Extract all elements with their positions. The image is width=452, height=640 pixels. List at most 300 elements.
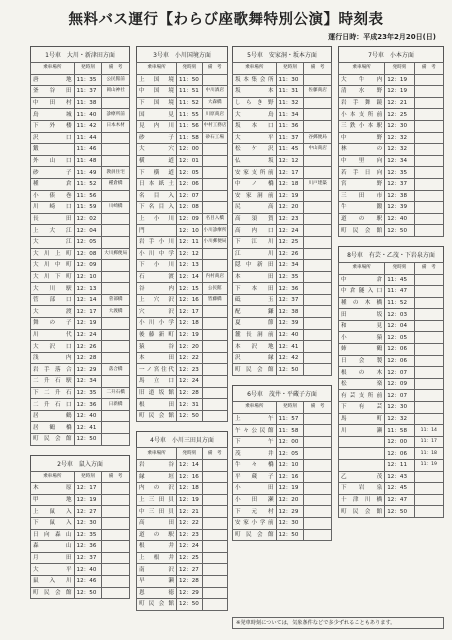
- stop-name: 下 午: [233, 436, 277, 448]
- remark: 大渡橋: [102, 306, 130, 318]
- departure-time: 12：24: [177, 541, 202, 553]
- table-row: [233, 86, 332, 98]
- departure-time: 12：25: [177, 552, 202, 564]
- stop-name: 小 田: [233, 483, 277, 495]
- departure-time: 11：48: [74, 155, 102, 167]
- table-row: [339, 178, 444, 190]
- departure-time: 12：38: [276, 306, 304, 318]
- departure-time: 12：22: [177, 517, 202, 529]
- remark: [414, 286, 443, 298]
- stop-name: 姉 鶴: [339, 344, 385, 356]
- remark: [304, 506, 332, 518]
- departure-time: 12：09: [385, 378, 414, 390]
- stop-name: 菅部口: [31, 294, 75, 306]
- service-date: 運行日時：平成23年2月20日(日): [328, 33, 436, 41]
- table-row: [137, 564, 228, 576]
- departure-time: 12：41: [74, 422, 102, 434]
- remark: [202, 575, 228, 587]
- stop-name: 種 倉: [31, 178, 75, 190]
- departure-time: 12：26: [276, 248, 304, 260]
- column-2: [136, 46, 228, 611]
- stop-name: 馬 町: [339, 413, 385, 425]
- stop-name: 上 午: [233, 413, 277, 425]
- stop-name: 小俵巻: [31, 190, 75, 202]
- header-note: 備 考: [304, 402, 332, 414]
- stop-name: 大牛内: [339, 74, 385, 86]
- departure-time: 12：04: [385, 320, 414, 332]
- table-row: [339, 355, 444, 367]
- stop-name: 和 見: [339, 320, 385, 332]
- table-row: [339, 286, 444, 298]
- remark: 川戸建築: [304, 178, 332, 190]
- remark: [414, 413, 443, 425]
- departure-time: 11：58: [177, 132, 202, 144]
- remark: 日新橋: [102, 399, 130, 411]
- departure-time: 11：44: [74, 132, 102, 144]
- stop-name: 下有芸: [339, 402, 385, 414]
- remark: [202, 178, 228, 190]
- departure-time: 12：01: [177, 155, 202, 167]
- departure-time: 12：29: [74, 364, 102, 376]
- header-time: 発時刻: [177, 63, 202, 75]
- remark: 二升石橋: [102, 387, 130, 399]
- stop-name: 三田市: [339, 190, 385, 202]
- remark: [304, 318, 332, 330]
- stop-name: 林 の: [339, 144, 385, 156]
- table-row: [339, 202, 444, 214]
- departure-time: 12：21: [385, 97, 414, 109]
- remark: [202, 529, 228, 541]
- stop-name: 居鶴橋: [31, 422, 75, 434]
- stop-name: 大 江: [31, 236, 75, 248]
- remark: [202, 352, 228, 364]
- table-row: [137, 294, 228, 306]
- table-row: [31, 109, 130, 121]
- stop-name: 本沢地: [233, 341, 277, 353]
- header-time: 発時刻: [74, 63, 102, 75]
- stop-name: 唐地: [31, 74, 75, 86]
- table-row: [137, 506, 228, 518]
- table-row: [339, 225, 444, 237]
- stop-name: 小川中学: [137, 248, 177, 260]
- table-row: [137, 202, 228, 214]
- table-row: [31, 213, 130, 225]
- table-row: [137, 97, 228, 109]
- remark: [102, 132, 130, 144]
- departure-time: 12：36: [276, 283, 304, 295]
- departure-time: 12：23: [177, 364, 202, 376]
- departure-time: 12：34: [385, 155, 414, 167]
- stop-name: 岩手舞鏡: [339, 97, 385, 109]
- stop-name: 中三田貝: [137, 506, 177, 518]
- stop-name: 種の木橋: [339, 297, 385, 309]
- stop-name: 川 瀬: [339, 425, 385, 437]
- stop-name: 高内口: [233, 225, 277, 237]
- table-row: [137, 599, 228, 611]
- route-section: [30, 46, 130, 446]
- stop-name: 安家洞前: [233, 190, 277, 202]
- remark: [202, 74, 228, 86]
- table-row: [137, 587, 228, 599]
- remark: [202, 387, 228, 399]
- table-row: [339, 120, 444, 132]
- remark: [202, 329, 228, 341]
- departure-time: 12：36: [74, 399, 102, 411]
- stop-name: 町民会館: [137, 599, 177, 611]
- table-row: [233, 132, 332, 144]
- stop-name: 松ケ沢: [233, 144, 277, 156]
- remark: 大森橋: [202, 97, 228, 109]
- remark: [102, 410, 130, 422]
- departure-time: 11：37: [276, 132, 304, 144]
- remark: [202, 260, 228, 272]
- departure-time: 12：35: [74, 529, 102, 541]
- header-time: 発時刻: [385, 63, 414, 75]
- departure-time: 12：18: [276, 178, 304, 190]
- table-row: [137, 341, 228, 353]
- table-row: [339, 274, 444, 286]
- remark: [102, 564, 130, 576]
- remark: [304, 225, 332, 237]
- stop-name: 甲 地: [31, 494, 75, 506]
- header-note: 備 考: [102, 471, 130, 483]
- departure-time: 12：04: [74, 225, 102, 237]
- stop-name: 木 原: [31, 483, 75, 495]
- remark: [202, 552, 228, 564]
- departure-time: 12：32: [385, 132, 414, 144]
- remark: [304, 283, 332, 295]
- departure-time: 12：35: [276, 271, 304, 283]
- stop-name: 小 猿: [339, 332, 385, 344]
- stop-name: 上三田貝: [137, 494, 177, 506]
- remark: [102, 190, 130, 202]
- remark: 砂石工場: [202, 132, 228, 144]
- table-row: [31, 541, 130, 553]
- table-row: [31, 260, 130, 272]
- departure-time: 12：11: [177, 236, 202, 248]
- stop-name: 釜谷田: [31, 86, 75, 98]
- departure-time: 12：35: [74, 387, 102, 399]
- table-row: [233, 120, 332, 132]
- remark: [102, 552, 130, 564]
- stop-name: 上国境: [137, 74, 177, 86]
- table-row: [137, 387, 228, 399]
- table-row: [233, 283, 332, 295]
- remark: [102, 352, 130, 364]
- departure-time: 12：16: [177, 294, 202, 306]
- stop-name: 十津川橋: [339, 494, 385, 506]
- route-header: 4号車 小川三田貝方面: [136, 431, 228, 447]
- table-row: [233, 260, 332, 272]
- stop-name: 坂本口: [233, 120, 277, 132]
- table-row: [31, 155, 130, 167]
- table-row: [31, 74, 130, 86]
- remark: [202, 587, 228, 599]
- departure-time: 12：00: [276, 436, 304, 448]
- stop-name: [339, 460, 385, 472]
- departure-time: 12：40: [74, 410, 102, 422]
- departure-time: 12：35: [385, 167, 414, 179]
- remark: [202, 341, 228, 353]
- table-row: [137, 109, 228, 121]
- departure-time: 12：37: [74, 552, 102, 564]
- departure-time: 12：08: [74, 248, 102, 260]
- table-header-row: [137, 63, 228, 75]
- departure-time: 12：20: [276, 202, 304, 214]
- remark: 診療所前: [102, 109, 130, 121]
- stop-name: 川 代: [31, 329, 75, 341]
- departure-time: 12：19: [177, 329, 202, 341]
- departure-time: 12：22: [177, 352, 202, 364]
- remark: [304, 236, 332, 248]
- stop-name: 上小川: [137, 213, 177, 225]
- table-row: [233, 109, 332, 121]
- remark: [304, 529, 332, 541]
- stop-name: 中倉: [339, 274, 385, 286]
- table-row: [31, 422, 130, 434]
- table-row: [31, 434, 130, 446]
- stop-name: 町民会館: [233, 529, 277, 541]
- stop-name: 松 楽: [339, 378, 385, 390]
- table-row: [31, 167, 130, 179]
- table-row: [339, 309, 444, 321]
- remark: 落合橋: [102, 364, 130, 376]
- stop-name: 上大江: [31, 225, 75, 237]
- remark: 中村工務店: [202, 120, 228, 132]
- remark: [304, 294, 332, 306]
- table-row: [339, 436, 444, 448]
- header-time: 発時刻: [276, 63, 304, 75]
- table-row: [31, 225, 130, 237]
- remark: [102, 318, 130, 330]
- departure-time: 11：45: [385, 274, 414, 286]
- route-section: [232, 46, 332, 376]
- departure-time: 12：12: [177, 248, 202, 260]
- header-stop: 乗車場所: [339, 262, 385, 274]
- remark: 菅部橋: [102, 294, 130, 306]
- table-row: [31, 202, 130, 214]
- remark: [304, 260, 332, 272]
- departure-time: 12：31: [177, 399, 202, 411]
- departure-time: 12：19: [385, 74, 414, 86]
- stop-name: 門: [137, 225, 177, 237]
- departure-time: 11：45: [276, 144, 304, 156]
- table-row: [31, 352, 130, 364]
- departure-time: 11：55: [177, 109, 202, 121]
- stop-name: 上鼠入: [31, 506, 75, 518]
- table-row: [233, 494, 332, 506]
- remark: [304, 471, 332, 483]
- departure-time: 12：19: [74, 494, 102, 506]
- table-row: [233, 517, 332, 529]
- stop-name: 中里向: [339, 155, 385, 167]
- table-row: [31, 506, 130, 518]
- table-row: [233, 225, 332, 237]
- remark: [304, 364, 332, 376]
- table-row: [137, 494, 228, 506]
- remark: [202, 541, 228, 553]
- route-header: 5号車 安家洞・坂本方面: [232, 46, 332, 62]
- timetable: [338, 262, 444, 518]
- table-row: [339, 109, 444, 121]
- table-row: [233, 190, 332, 202]
- remark: [304, 109, 332, 121]
- departure-time: 12：30: [385, 402, 414, 414]
- departure-time: 12：34: [276, 260, 304, 272]
- stop-name: 岩手落合: [31, 364, 75, 376]
- departure-time: 12：46: [74, 575, 102, 587]
- remark: [102, 587, 130, 599]
- table-row: [137, 471, 228, 483]
- stop-name: 岩 谷: [137, 460, 177, 472]
- stop-name: 日向森山: [31, 529, 75, 541]
- table-row: [137, 271, 228, 283]
- remark: [414, 97, 443, 109]
- departure-time: 11：35: [74, 74, 102, 86]
- remark: [414, 297, 443, 309]
- departure-time: 12：05: [276, 448, 304, 460]
- column-4: [338, 46, 444, 518]
- departure-time: 12：20: [276, 494, 304, 506]
- stop-name: [339, 448, 385, 460]
- remark: [304, 329, 332, 341]
- departure-time: 11：40: [74, 109, 102, 121]
- departure-time: 12：27: [74, 506, 102, 518]
- stop-name: 大川下町: [31, 271, 75, 283]
- remark: [414, 390, 443, 402]
- remark: 岡山神社: [102, 86, 130, 98]
- remark: [202, 144, 228, 156]
- remark: [202, 318, 228, 330]
- stop-name: 小川小学: [137, 318, 177, 330]
- table-row: [233, 413, 332, 425]
- table-row: [137, 120, 228, 132]
- departure-time: 11：36: [276, 120, 304, 132]
- table-row: [233, 318, 332, 330]
- remark: 川崎橋: [102, 202, 130, 214]
- stop-name: 夏 節: [233, 318, 277, 330]
- stop-name: 清水野: [339, 86, 385, 98]
- stop-name: 大川中町: [31, 260, 75, 272]
- departure-time: 12：19: [177, 494, 202, 506]
- stop-name: 町民会館: [31, 587, 75, 599]
- remark: [202, 155, 228, 167]
- stop-name: 牛 鍛: [339, 202, 385, 214]
- remark: 大川郵便局: [102, 248, 130, 260]
- stop-name: 本 田: [137, 352, 177, 364]
- table-row: [31, 410, 130, 422]
- table-row: [137, 132, 228, 144]
- stop-name: 鳥 城: [31, 109, 75, 121]
- table-row: [233, 436, 332, 448]
- table-row: [31, 483, 130, 495]
- stop-name: 大川駅: [31, 283, 75, 295]
- stop-name: 森 山: [31, 541, 75, 553]
- table-row: [31, 517, 130, 529]
- table-row: [233, 202, 332, 214]
- route-header: 2号車 鼠入方面: [30, 455, 130, 471]
- stop-name: 本 田: [233, 271, 277, 283]
- stop-name: 川崎口: [31, 202, 75, 214]
- stop-name: 岩手小川: [137, 236, 177, 248]
- table-row: [31, 575, 130, 587]
- stop-name: 町民会館: [233, 364, 277, 376]
- stop-name: 安家支所前: [233, 167, 277, 179]
- departure-time: 12：50: [74, 587, 102, 599]
- table-row: [31, 399, 130, 411]
- remark: [304, 202, 332, 214]
- remark: [102, 144, 130, 156]
- departure-time: 11：57: [276, 413, 304, 425]
- departure-time: 11：58: [276, 425, 304, 437]
- departure-time: 11：58: [385, 425, 414, 437]
- departure-time: 12：45: [385, 483, 414, 495]
- table-row: [137, 260, 228, 272]
- table-row: [339, 297, 444, 309]
- stop-name: 尻 高: [233, 202, 277, 214]
- stop-name: 高須賀: [233, 213, 277, 225]
- table-row: [339, 390, 444, 402]
- column-1: [30, 46, 130, 599]
- departure-time: 11：47: [385, 286, 414, 298]
- route-header: 1号車 大川・新津田方面: [30, 46, 130, 62]
- departure-time: 12：17: [74, 306, 102, 318]
- stop-name: 町民会館: [31, 434, 75, 446]
- stop-name: 下江川: [233, 236, 277, 248]
- stop-name: 馬立口: [137, 376, 177, 388]
- departure-time: 12：40: [276, 329, 304, 341]
- table-row: [233, 329, 332, 341]
- remark: [202, 190, 228, 202]
- remark: [304, 167, 332, 179]
- route-section: [338, 46, 444, 237]
- table-row: [137, 575, 228, 587]
- remark: [304, 352, 332, 364]
- departure-time: 12：27: [177, 564, 202, 576]
- stop-name: 小本支所前: [339, 109, 385, 121]
- table-row: [339, 448, 444, 460]
- departure-time: 12：42: [276, 352, 304, 364]
- stop-name: 沢 縁: [233, 352, 277, 364]
- departure-time: 12：40: [74, 564, 102, 576]
- remark: [102, 517, 130, 529]
- remark: [414, 109, 443, 121]
- table-header-row: [233, 402, 332, 414]
- table-row: [137, 329, 228, 341]
- departure-time: 11：37: [74, 86, 102, 98]
- remark: [304, 97, 332, 109]
- departure-time: 12：38: [385, 190, 414, 202]
- table-row: [137, 248, 228, 260]
- departure-time: 11：34: [276, 109, 304, 121]
- stop-name: [339, 436, 385, 448]
- remark: [414, 483, 443, 495]
- stop-name: 坂本集会所: [233, 74, 277, 86]
- stop-name: 浅 内: [31, 352, 75, 364]
- stop-name: 日会製: [339, 355, 385, 367]
- table-row: [233, 97, 332, 109]
- remark: 11：18: [414, 448, 443, 460]
- header-stop: 乗車場所: [31, 63, 75, 75]
- stop-name: 下国境: [137, 97, 177, 109]
- table-row: [339, 402, 444, 414]
- table-row: [31, 318, 130, 330]
- departure-time: 12：13: [177, 260, 202, 272]
- departure-time: 11：38: [74, 97, 102, 109]
- stop-name: 外山口: [31, 155, 75, 167]
- table-row: [31, 387, 130, 399]
- departure-time: 12：50: [385, 506, 414, 518]
